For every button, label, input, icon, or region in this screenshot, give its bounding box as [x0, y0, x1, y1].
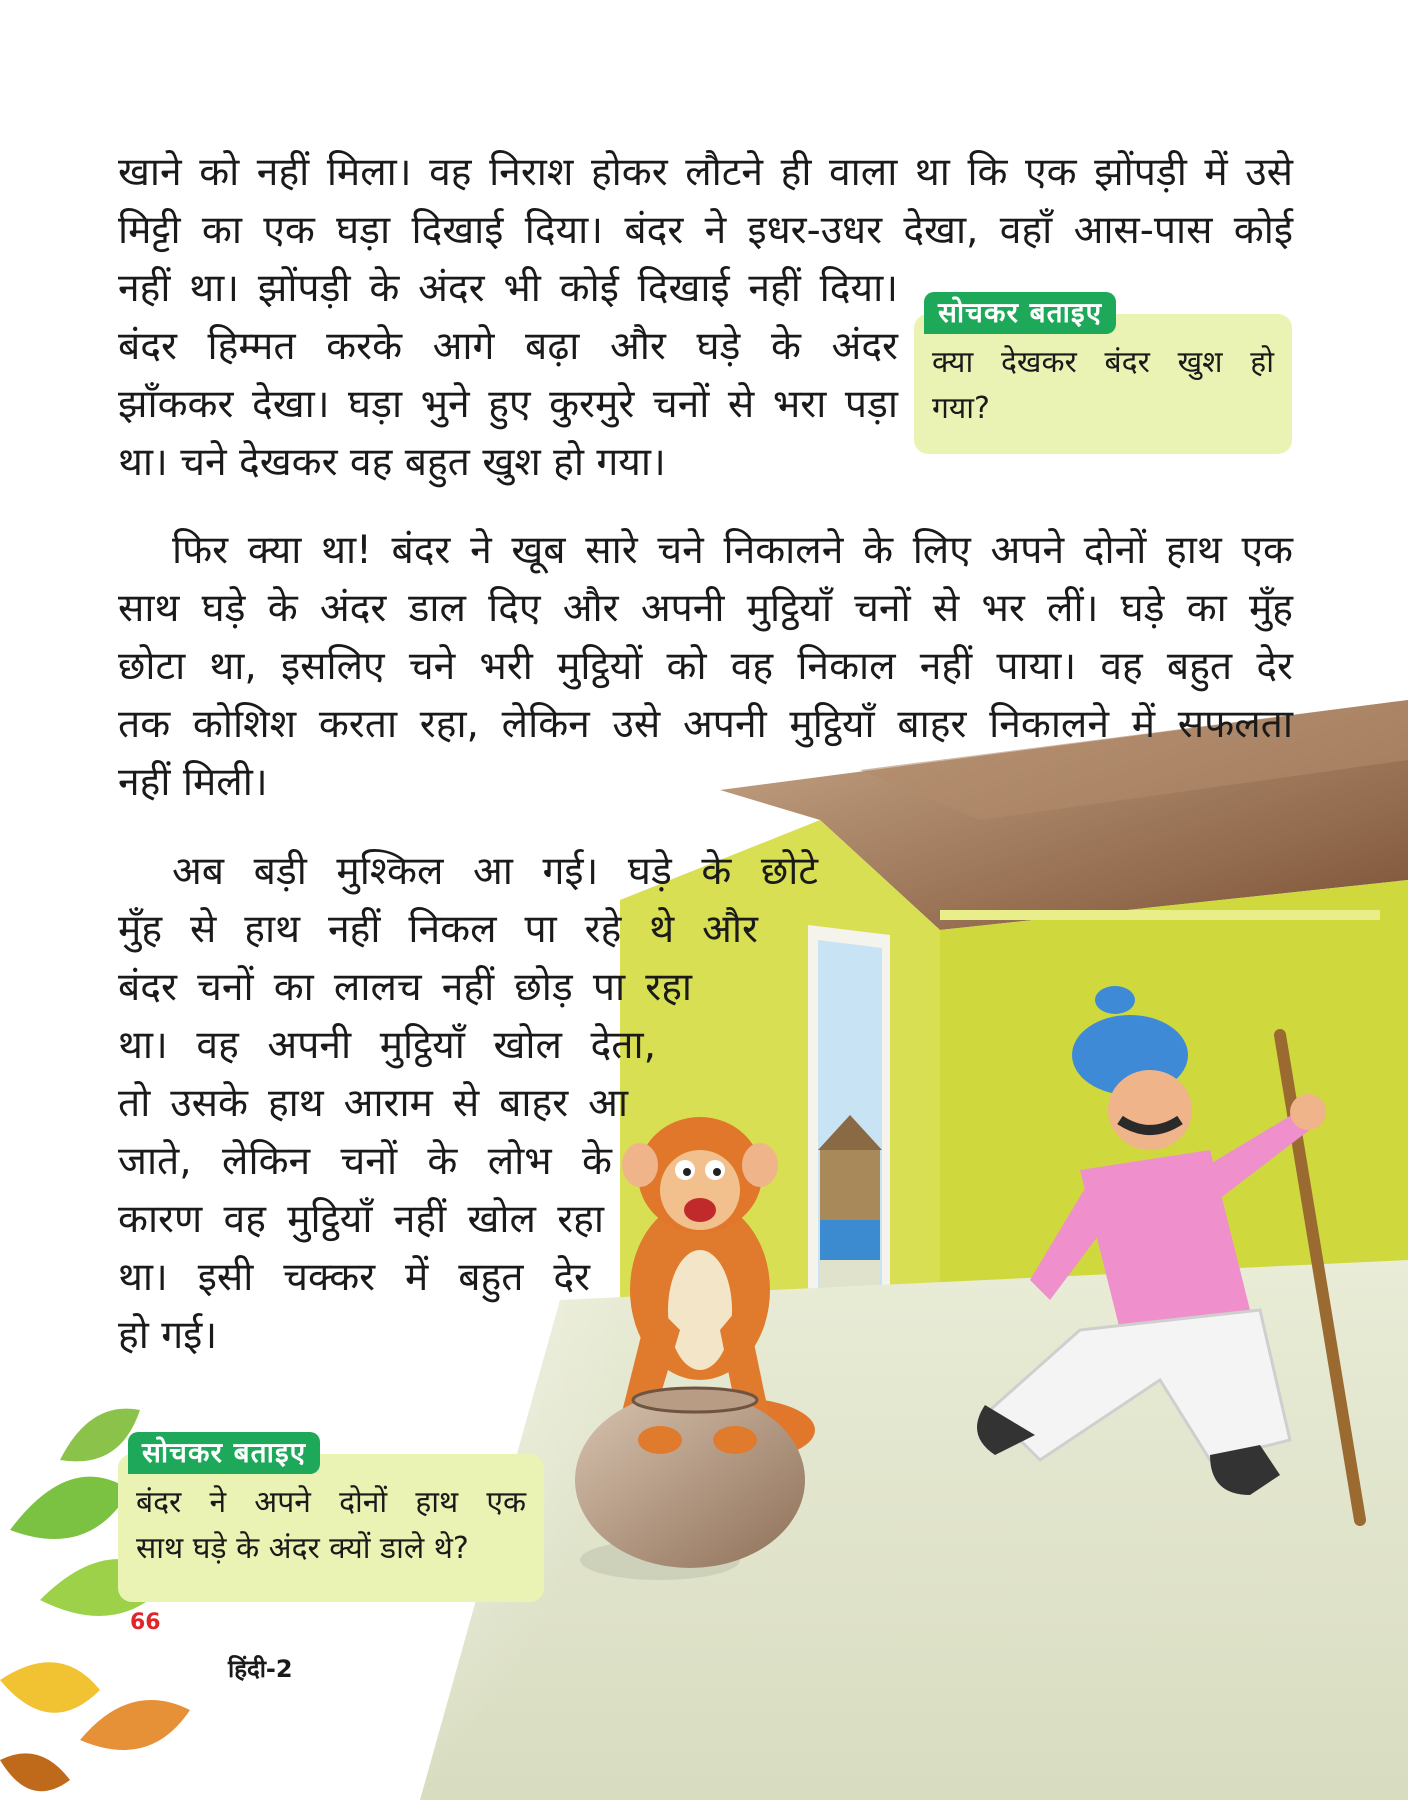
- paragraph-2: [118, 522, 1293, 812]
- paragraph-2-line-5: नहीं मिली।: [118, 760, 268, 805]
- paragraph-1-line-1: खाने को नहीं मिला। वह निराश होकर लौटने ही वाला था कि एक झोंपड़ी में उसे: [118, 150, 1293, 195]
- think-box-2-question: बंदर ने अपने दोनों हाथ एक साथ घड़े के अंदर क्यों डाले थे?: [136, 1485, 526, 1566]
- paragraph-3-line-4: था। वह अपनी मुट्ठियाँ खोल देता,: [118, 1023, 656, 1068]
- paragraph-3: [118, 843, 818, 1365]
- paragraph-1-line-5: झाँककर देखा। घड़ा भुने हुए कुरमुरे चनों से भरा पड़ा: [118, 382, 898, 427]
- think-box-2-tag: सोचकर बताइए: [128, 1432, 320, 1474]
- paragraph-1-line-4: बंदर हिम्मत करके आगे बढ़ा और घड़े के अंदर: [118, 324, 898, 369]
- page-number: 66: [130, 1610, 161, 1635]
- paragraph-3-line-8: था। इसी चक्कर में बहुत देर: [118, 1255, 590, 1300]
- paragraph-2-line-4: तक कोशिश करता रहा, लेकिन उसे अपनी मुट्ठियाँ बाहर निकालने में सफलता: [118, 702, 1293, 747]
- book-title: हिंदी-2: [228, 1655, 293, 1683]
- paragraph-3-line-5: तो उसके हाथ आराम से बाहर आ: [118, 1081, 628, 1126]
- paragraph-3-line-3: बंदर चनों का लालच नहीं छोड़ पा रहा: [118, 965, 692, 1010]
- paragraph-3-line-2: मुँह से हाथ नहीं निकल पा रहे थे और: [118, 907, 758, 952]
- think-box-1: [914, 296, 1292, 454]
- paragraph-3-line-7: कारण वह मुट्ठियाँ नहीं खोल रहा: [118, 1197, 604, 1242]
- paragraph-1-line-3: नहीं था। झोंपड़ी के अंदर भी कोई दिखाई नहीं दिया।: [118, 266, 898, 311]
- paragraph-2-line-3: छोटा था, इसलिए चने भरी मुट्ठियों को वह निकाल नहीं पाया। वह बहुत देर: [118, 644, 1293, 689]
- think-box-1-question: क्या देखकर बंदर खुश हो गया?: [932, 345, 1274, 426]
- paragraph-2-line-1: फिर क्या था! बंदर ने खूब सारे चने निकालने के लिए अपने दोनों हाथ एक: [172, 528, 1293, 573]
- paragraph-1-line-2: मिट्टी का एक घड़ा दिखाई दिया। बंदर ने इधर-उधर देखा, वहाँ आस-पास कोई: [118, 208, 1293, 253]
- paragraph-3-line-1: अब बड़ी मुश्किल आ गई। घड़े के छोटे: [172, 849, 818, 894]
- paragraph-3-line-6: जाते, लेकिन चनों के लोभ के: [118, 1139, 612, 1184]
- think-box-1-tag: सोचकर बताइए: [924, 292, 1116, 334]
- paragraph-3-line-9: हो गई।: [118, 1313, 218, 1358]
- paragraph-2-line-2: साथ घड़े के अंदर डाल दिए और अपनी मुट्ठियाँ चनों से भर लीं। घड़े का मुँह: [118, 586, 1293, 631]
- think-box-2: [118, 1436, 544, 1602]
- paragraph-1-line-6: था। चने देखकर वह बहुत खुश हो गया।: [118, 440, 666, 485]
